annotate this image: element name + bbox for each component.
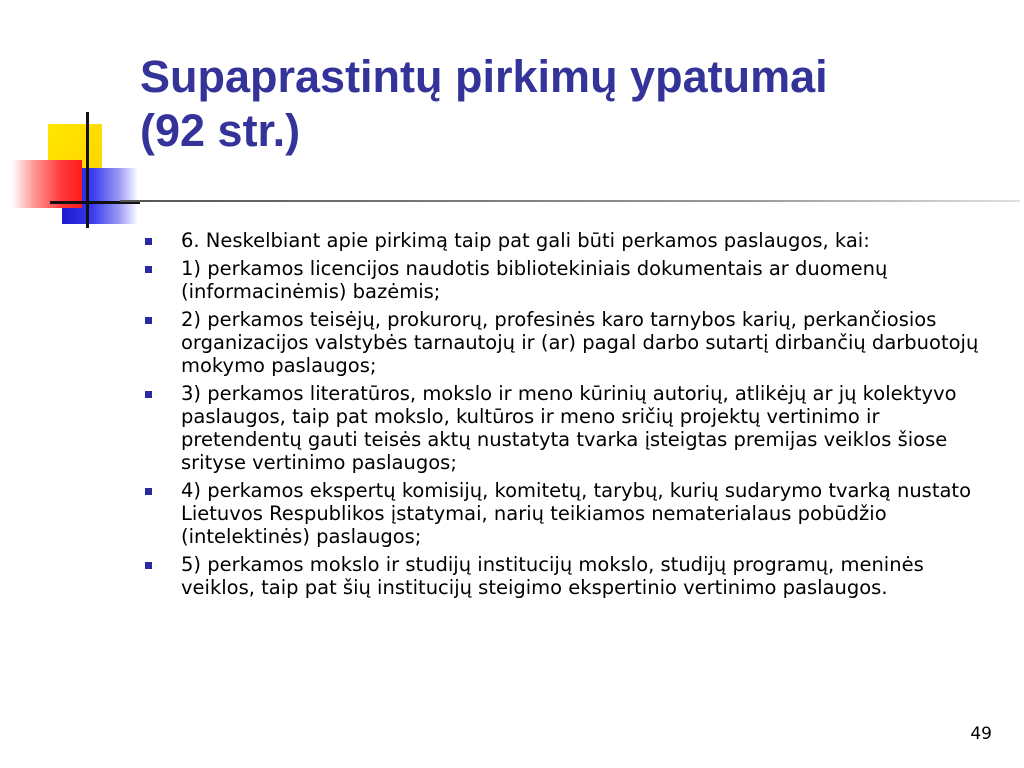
page-number: 49 (970, 724, 992, 744)
square-bullet-icon (145, 488, 152, 495)
square-bullet-icon (145, 391, 152, 398)
bullet-text: 1) perkamos licencijos naudotis bibliotekiniais dokumentais ar duomenų (informacinėmis) bazėmis; (181, 257, 888, 303)
square-bullet-icon (145, 266, 152, 273)
bullet-text: 6. Neskelbiant apie pirkimą taip pat gali būti perkamos paslaugos, kai: (181, 229, 870, 252)
square-bullet-icon (145, 562, 152, 569)
bullet-item (143, 382, 1003, 474)
square-bullet-icon (145, 238, 152, 245)
bullet-text: 5) perkamos mokslo ir studijų institucijų mokslo, studijų programų, meninės veiklos, taip pat šių institucijų steigimo ekspertinio vertinimo paslaugos. (181, 553, 924, 599)
square-bullet-icon (145, 317, 152, 324)
slide-title-line-2: (92 str.) (140, 105, 301, 156)
bullet-item (143, 553, 1003, 599)
bullet-item (143, 257, 1003, 303)
slide-title-line-1: Supaprastintų pirkimų ypatumai (140, 51, 828, 102)
bullet-item (143, 229, 1003, 252)
bullet-text: 2) perkamos teisėjų, prokurorų, profesinės karo tarnybos karių, perkančiosios organizacijos valstybės tarnautojų ir (ar) pagal darbo sutartį dirbančių darbuotojų mokymo paslaugos; (181, 308, 979, 377)
title-underline-rule (120, 200, 1020, 202)
slide-title (140, 50, 1000, 158)
bullet-list (143, 229, 1003, 604)
bullet-item (143, 308, 1003, 377)
bullet-item (143, 479, 1003, 548)
bullet-text: 3) perkamos literatūros, mokslo ir meno kūrinių autorių, atlikėjų ar jų kolektyvo paslaugos, taip pat mokslo, kultūros ir meno sričių projektų vertinimo ir pretendentų gauti teisės aktų nustatyta tvarka įsteigtas premijas veiklos šiose srityse vertinimo paslaugos; (181, 382, 957, 474)
bullet-text: 4) perkamos ekspertų komisijų, komitetų, tarybų, kurių sudarymo tvarką nustato Lietuvos Respublikos įstatymai, narių teikiamos nematerialaus pobūdžio (intelektinės) paslaugos; (181, 479, 972, 548)
vertical-line-decoration (86, 112, 89, 228)
